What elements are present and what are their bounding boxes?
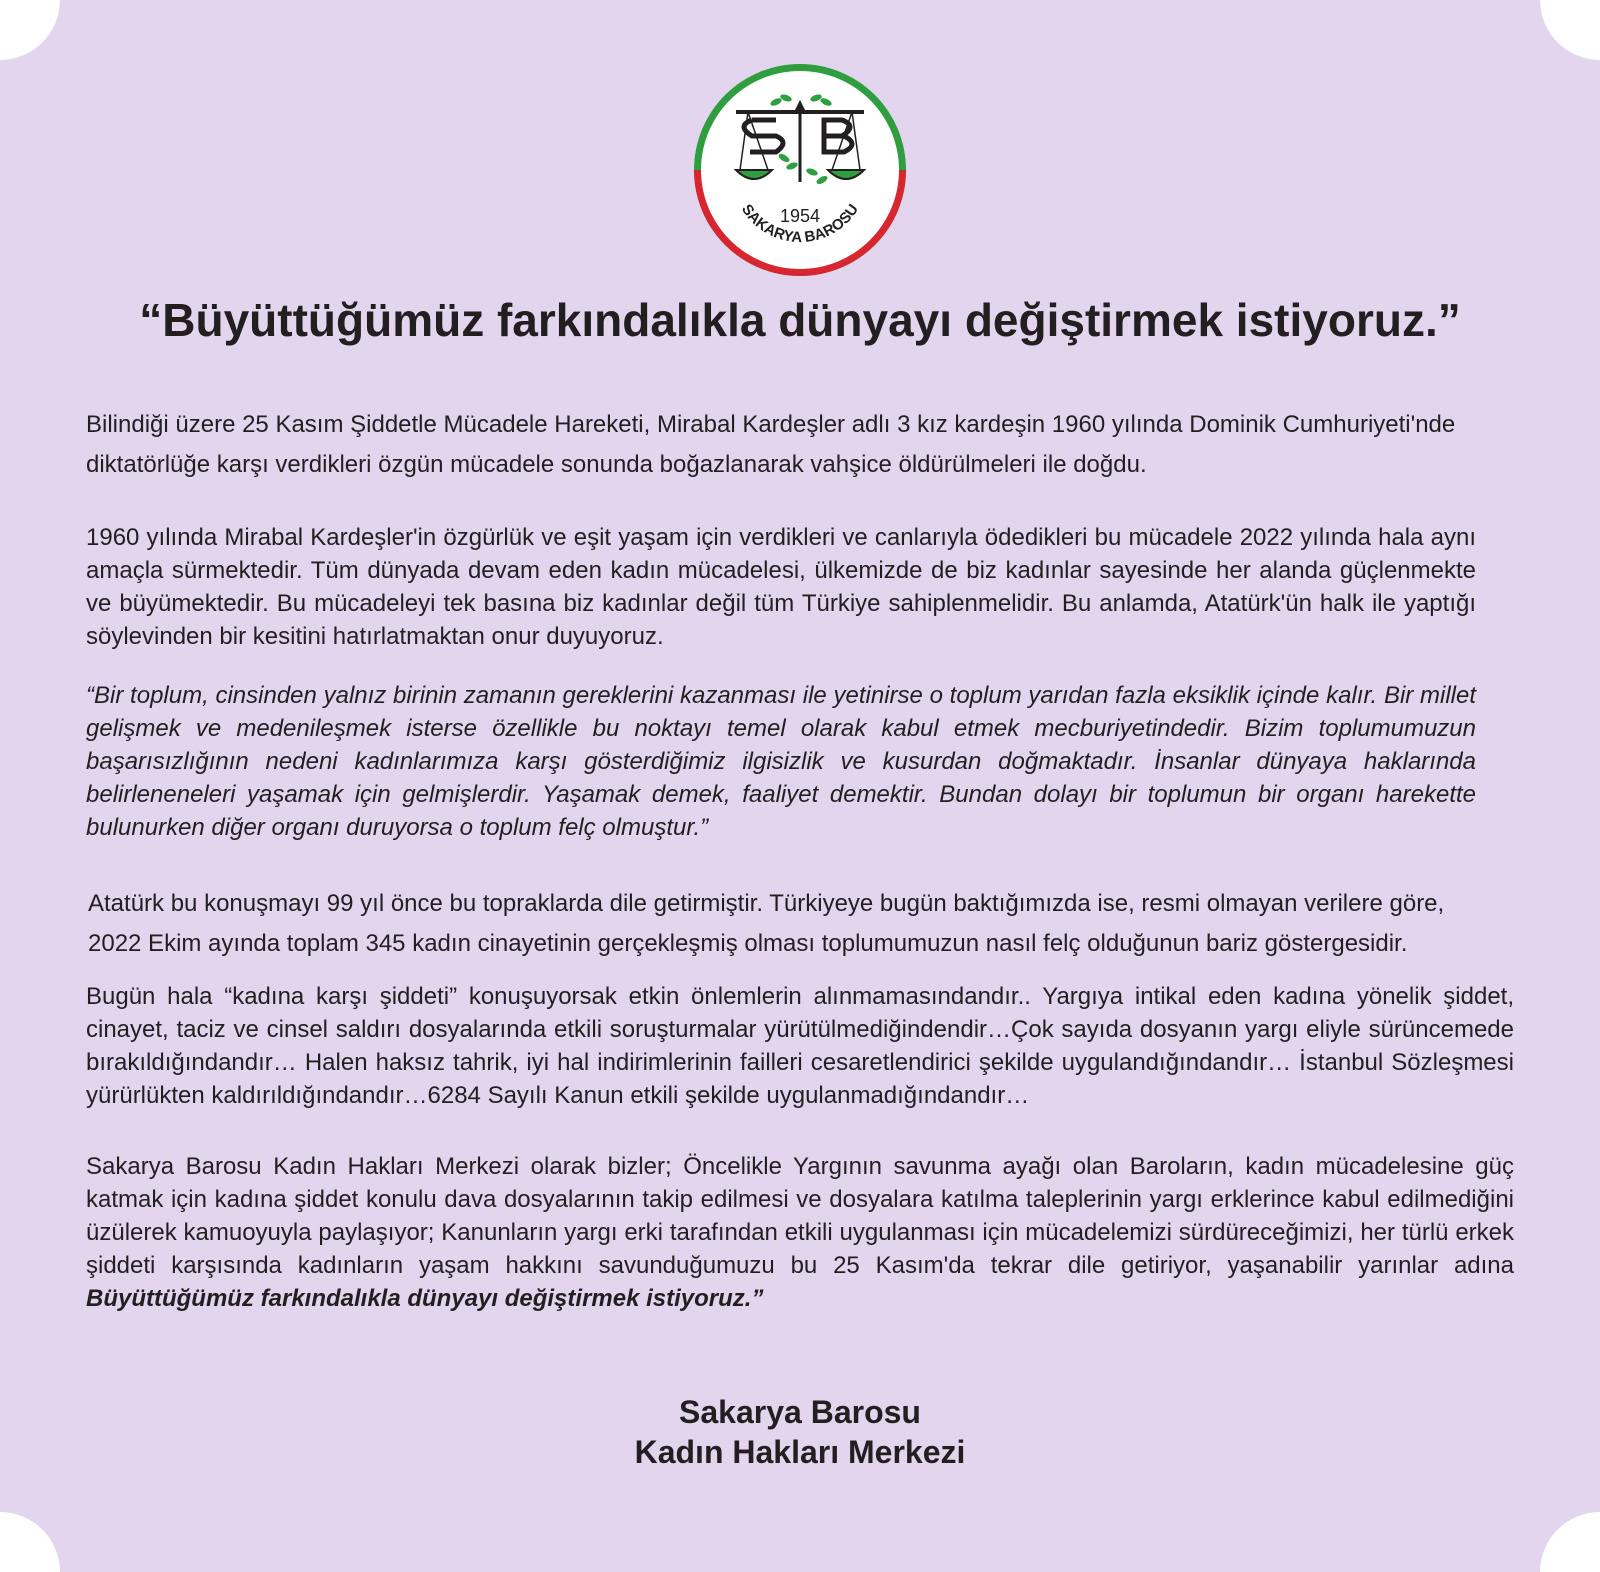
logo-year: 1954 <box>779 206 821 226</box>
paragraph-intro-text: Bilindiği üzere 25 Kasım Şiddetle Mücadele Hareketi, Mirabal Kardeşler adlı 3 kız kardeşin 1960 yılında Dominik Cumhuriyeti'nde diktatörlüğe karşı verdikleri özgün mücadele sonunda boğazlanarak vahşice öldürülmeleri ile doğdu. <box>86 411 1456 478</box>
signature-department: Kadın Hakları Merkezi <box>634 1434 966 1470</box>
ataturk-quote-text: “Bir toplum, cinsinden yalnız birinin zamanın gereklerini kazanması ile yetinirse o toplum yarıdan fazla eksiklik içinde kalır. Bir millet gelişmek ve medenileşmek isterse özellikle bu noktayı temel olarak kabul etmek mecburiyetindedir. Bizim toplumumuzun başarısızlığının nedeni kadınlarımıza karşı gösterdiğimiz ilgisizlik ve kusurdan doğmaktadır. İnsanlar dünyaya haklarında belirleneneleri yaşamak için gelmişlerdir. Yaşamak demek, faaliyet demektir. Bundan dolayı bir toplumun bir organı harekette bulunurken diğer organı duruyorsa o toplum felç olmuştur.” <box>86 682 1476 841</box>
corner-cutout-bottom-right <box>1540 1512 1600 1572</box>
signature <box>0 1392 1600 1472</box>
corner-cutout-top-right <box>1540 0 1600 60</box>
sakarya-barosu-logo <box>692 62 908 278</box>
logo-name-arc: SAKARYA BAROSU <box>737 201 863 247</box>
paragraph-mirabal <box>86 521 1476 653</box>
paragraph-bar-statement-main: Sakarya Barosu Kadın Hakları Merkezi olarak bizler; Öncelikle Yargının savunma ayağı olan Baroların, kadın mücadelesine güç katmak için kadına şiddet konulu dava dosyalarının takip edilmesi ve dosyalara katılma taleplerinin yargı erklerince kabul edilmediğini üzülerek kamuoyuyla paylaşıyor; Kanunların yargı erki tarafından etkili uygulanması için mücadelemizi sürdüreceğimizi, her türlü erkek şiddeti karşısında kadınların yaşam hakkını savunduğumuzu bu 25 Kasım'da tekrar dile getiriyor, yaşanabilir yarınlar adına <box>86 1153 1514 1279</box>
paragraph-intro <box>86 405 1476 485</box>
closing-emphasis: Büyüttüğümüz farkındalıkla dünyayı değiştirmek istiyoruz.” <box>86 1285 764 1312</box>
paragraph-bar-statement <box>86 1150 1514 1315</box>
signature-organization: Sakarya Barosu <box>679 1394 921 1430</box>
headline: “Büyüttüğümüz farkındalıkla dünyayı değiştirmek istiyoruz.” <box>139 294 1461 346</box>
paragraph-violence-causes-text: Bugün hala “kadına karşı şiddeti” konuşuyorsak etkin önlemlerin alınmamasındandır.. Yargıya intikal eden kadına yönelik şiddet, cinayet, taciz ve cinsel saldırı dosyalarında etkili soruşturmalar yürütülmediğindendir…Çok sayıda dosyanın yargı eliyle sürüncemede bırakıldığındandır… Halen haksız tahrik, iyi hal indirimlerinin failleri cesaretlendirici şekilde uygulandığındandır… İstanbul Sözleşmesi yürürlükten kaldırıldığındandır…6284 Sayılı Kanun etkili şekilde uygulanmadığındandır… <box>86 983 1514 1109</box>
corner-cutout-bottom-left <box>0 1512 60 1572</box>
corner-cutout-top-left <box>0 0 60 60</box>
paragraph-bar-statement-text <box>86 1150 1514 1315</box>
paragraph-mirabal-text: 1960 yılında Mirabal Kardeşler'in özgürlük ve eşit yaşam için verdikleri ve canlarıyla ödedikleri bu mücadele 2022 yılında hala aynı amaçla sürmektedir. Tüm dünyada devam eden kadın mücadelesi, ülkemizde de biz kadınlar sayesinde her alanda güçlenmekte ve büyümektedir. Bu mücadeleyi tek basına biz kadınlar değil tüm Türkiye sahiplenmelidir. Bu anlamda, Atatürk'ün halk ile yaptığı söylevinden bir kesitini hatırlatmaktan onur duyuyoruz. <box>86 524 1476 650</box>
paragraph-statistics-text: Atatürk bu konuşmayı 99 yıl önce bu topraklarda dile getirmiştir. Türkiyeye bugün baktığımızda ise, resmi olmayan verilere göre, 2022 Ekim ayında toplam 345 kadın cinayetinin gerçekleşmiş olması toplumumuzun nasıl felç olduğunun bariz göstergesidir. <box>88 890 1445 957</box>
ataturk-quote <box>86 679 1476 844</box>
paragraph-statistics <box>88 884 1478 964</box>
paragraph-violence-causes <box>86 980 1514 1112</box>
